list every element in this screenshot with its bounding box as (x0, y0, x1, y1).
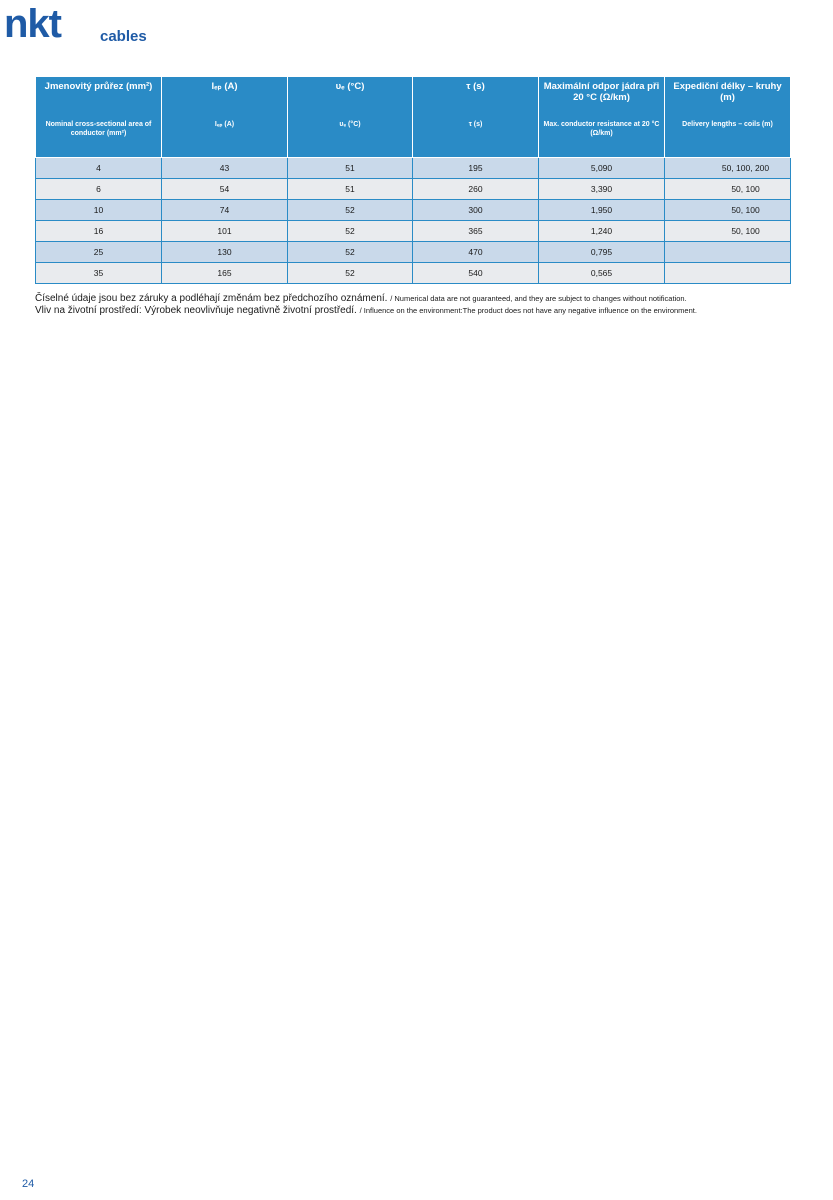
header-temperature: υₑ (°C) υₑ (°C) (288, 77, 413, 158)
table-row: 16 101 52 365 1,240 50, 100 (36, 221, 791, 242)
table-header-row (36, 77, 791, 158)
header-resistance: Maximální odpor jádra při 20 °C (Ω/km) Max. conductor resistance at 20 °C (Ω/km) (539, 77, 665, 158)
cable-spec-table (35, 76, 791, 284)
header-current: Iₑₚ (A) Iₑₚ (A) (162, 77, 288, 158)
header-cross-section: Jmenovitý průřez (mm²) Nominal cross-sectional area of conductor (mm²) (36, 77, 162, 158)
table-row: 6 54 51 260 3,390 50, 100 (36, 179, 791, 200)
footnotes (35, 293, 815, 317)
table-row: 35 165 52 540 0,565 (36, 263, 791, 284)
header-time-constant: τ (s) τ (s) (413, 77, 539, 158)
note-disclaimer: Číselné údaje jsou bez záruky a podléhají změnám bez předchozího oznámení. / Numerical data are not guaranteed, and they are subject to changes without notification. (35, 293, 687, 304)
logo-mark: nkt (4, 2, 61, 46)
table-row: 10 74 52 300 1,950 50, 100 (36, 200, 791, 221)
note-environment: Vliv na životní prostředí: Výrobek neovlivňuje negativně životní prostředí. / Influence on the environment:The product does not have any negative influence on the environment. (35, 305, 697, 316)
page-number: 24 (22, 1178, 35, 1190)
table-row: 25 130 52 470 0,795 (36, 242, 791, 263)
logo-subtitle: cables (100, 28, 147, 45)
nkt-cables-logo (4, 4, 154, 60)
table-row: 4 43 51 195 5,090 50, 100, 200 (36, 158, 791, 179)
header-delivery-lengths: Expediční délky – kruhy (m) Delivery lengths – coils (m) (665, 77, 791, 158)
